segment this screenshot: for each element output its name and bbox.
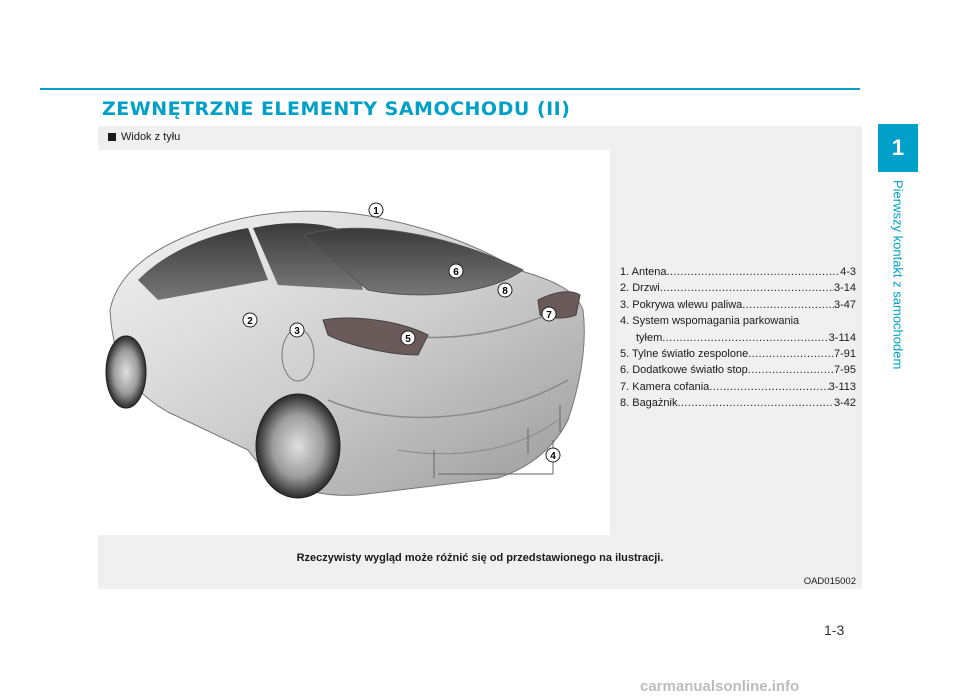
svg-text:8: 8: [502, 286, 508, 297]
chapter-title: Pierwszy kontakt z samochodem: [890, 180, 906, 370]
list-item: 8. Bagażnik ..... 3-42: [620, 395, 856, 411]
page-title: ZEWNĘTRZNE ELEMENTY SAMOCHODU (II): [102, 98, 571, 120]
callout-1: [369, 203, 383, 217]
chapter-number-tab: 1: [878, 124, 918, 172]
car-rear-view-svg: [98, 150, 610, 535]
list-item: 2. Drzwi ..... 3-14: [620, 280, 856, 296]
callout-2: [243, 313, 257, 327]
callout-3: [290, 323, 304, 337]
top-rule: [40, 88, 860, 90]
car-illustration: [98, 150, 610, 535]
figure-disclaimer: Rzeczywisty wygląd może różnić się od przedstawionego na ilustracji.: [296, 552, 664, 564]
svg-text:4: 4: [550, 451, 556, 462]
callout-8: [498, 283, 512, 297]
list-item: 1. Antena ..... 4-3: [620, 264, 856, 280]
view-label: [108, 131, 180, 143]
list-item: 6. Dodatkowe światło stop ..... 7-95: [620, 362, 856, 378]
figure-panel: [98, 126, 862, 589]
image-code: OAD015002: [803, 576, 856, 587]
list-item: 5. Tylne światło zespolone ..... 7-91: [620, 346, 856, 362]
svg-text:6: 6: [453, 267, 459, 278]
svg-text:3: 3: [294, 326, 300, 337]
svg-text:5: 5: [405, 334, 411, 345]
list-item: 4. System wspomagania parkowania tyłem ..... 3-114: [620, 313, 856, 346]
svg-text:2: 2: [247, 316, 253, 327]
callout-5: [401, 331, 415, 345]
callout-4: [546, 448, 560, 462]
view-label-text: Widok z tyłu: [121, 131, 181, 143]
list-item: 7. Kamera cofania ..... 3-113: [620, 379, 856, 395]
watermark: carmanualsonline.info: [640, 678, 800, 695]
square-bullet-icon: [108, 133, 116, 141]
page-number: 1-3: [824, 622, 845, 638]
svg-text:7: 7: [546, 310, 552, 321]
callout-6: [449, 264, 463, 278]
chapter-title-vertical: [878, 180, 918, 380]
svg-text:1: 1: [373, 206, 379, 217]
callout-7: [542, 307, 556, 321]
list-item: 3. Pokrywa wlewu paliwa ..... 3-47: [620, 297, 856, 313]
parts-list: [620, 264, 856, 412]
